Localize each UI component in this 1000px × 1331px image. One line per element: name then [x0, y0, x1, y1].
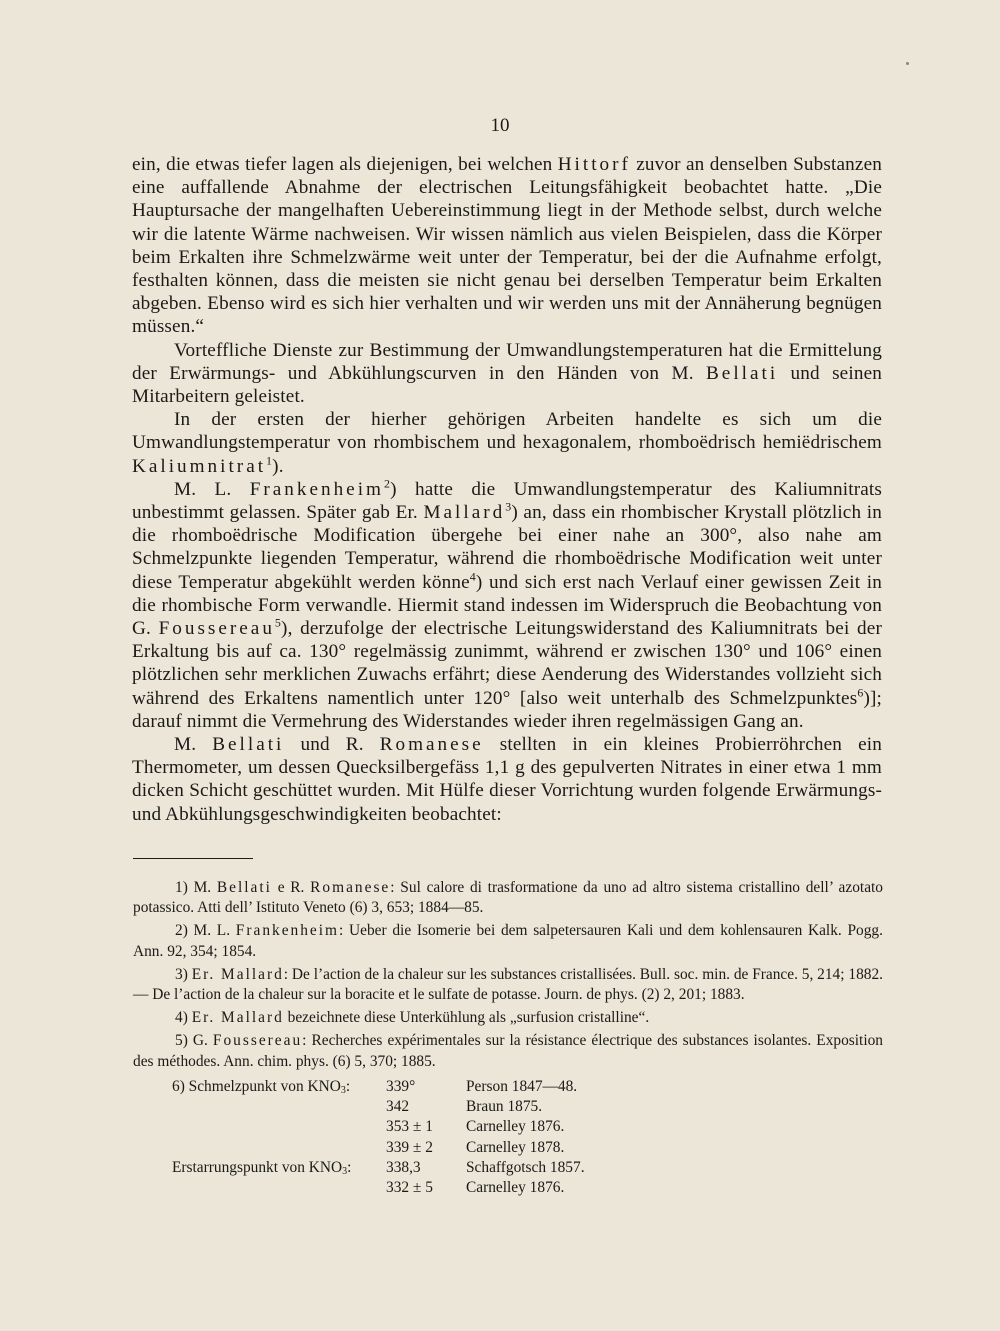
text-run: 2) M. L.: [175, 922, 231, 940]
row-source: Carnelley 1876.: [466, 1178, 565, 1196]
text-run: 4): [175, 1009, 188, 1027]
paragraph-2: [132, 339, 882, 409]
row-value: 353 ± 1: [386, 1118, 433, 1136]
paper-speck: [906, 62, 909, 65]
row-value: 332 ± 5: [386, 1178, 433, 1196]
author-name: Hittorf: [557, 154, 631, 175]
page-number: 10: [490, 115, 510, 136]
author-name: Er. Mallard: [191, 1009, 284, 1027]
paragraph-3: [132, 408, 882, 478]
text-run: ein, die etwas tiefer lagen als diejenigen, bei welchen: [132, 154, 553, 175]
table-row: [172, 1158, 692, 1178]
text-run: M. L.: [174, 478, 232, 500]
table-row: [172, 1077, 692, 1097]
footnote-marker: 6: [857, 685, 864, 700]
text-run: 1) M.: [175, 879, 212, 896]
author-name: Foussereau: [158, 618, 275, 640]
paragraph-4: [132, 478, 882, 733]
text-run: e R.: [277, 879, 305, 896]
text-run: 3): [175, 965, 188, 983]
text-run: bezeichnete diese Unterkühlung als „surfusion cristalline“.: [287, 1009, 650, 1027]
melting-point-table: [172, 1077, 692, 1198]
footnote-4: [133, 1008, 883, 1028]
footnote-2: [133, 921, 883, 961]
row-source: Person 1847—48.: [466, 1078, 578, 1095]
table-row: [172, 1178, 692, 1198]
text-run: stellten in ein kleines Probierröhrchen ein Thermometer, um dessen Quecksilbergefäss 1,1 g des gepulverten Nitrates in einer etwa 1 mm dicken Schicht geschüttet wurden. Mit Hülfe dieser Vorrichtung wurden folgende Erwärmungs- und Abkühlungsgeschwindigkeiten beobachtet:: [132, 734, 882, 825]
author-name: Bellati: [706, 362, 779, 384]
row-source: Braun 1875.: [466, 1098, 543, 1116]
text-run: M.: [174, 734, 197, 756]
row-source: Carnelley 1878.: [466, 1138, 565, 1156]
author-name: Romanese: [379, 734, 484, 756]
text-run: ) an, dass ein rhombischer Krystall plötzlich in die rhomboëdrische Modification übergehe bei einer nahe an 300°, also nahe am Schmelzpunkte liegenden Temperatur, während die rhomboëdrische Modification weit unter diese Temperatur abgekühlt werden könne: [132, 502, 882, 593]
text-run: )]; darauf nimmt die Vermehrung des Widerstandes wieder ihren regelmässigen Gang an.: [132, 687, 882, 732]
footnote-marker: 5: [274, 615, 282, 630]
row-label: 6) Schmelzpunkt von $KNO_3$:: [172, 1078, 351, 1096]
footnote-marker: 1: [266, 453, 273, 468]
footnote-marker: 4: [469, 569, 476, 584]
footnote-marker: 2: [383, 476, 391, 491]
row-value: 339°: [386, 1078, 416, 1095]
row-source: Carnelley 1876.: [466, 1118, 565, 1136]
author-name: Foussereau: [212, 1032, 303, 1050]
text-run: In der ersten der hierher gehörigen Arbeiten handelte es sich um die Umwandlungstemperatur von rhombischem und hexagonalem, rhomboëdrisch hemiëdrischem: [132, 409, 882, 454]
text-run: zuvor an denselben Substanzen eine auffallende Abnahme der electrischen Leitungsfähigkeit beobachtet hatte. „Die Hauptursache der mangelhaften Uebereinstimmung liegt in der Methode selbst, durch welche wir die latente Wärme nachweisen. Wir wissen nämlich aus vielen Beispielen, dass die Körper beim Erkalten ihre Schmelzwärme weit unter der Temperatur, bei der die Aufnahme erfolgt, festhalten können, dass die meisten sie nicht genau bei derselben Temperatur beim Erkalten abgeben. Ebenso wird es sich hier verhalten und wir werden uns mit der Annäherung begnügen müssen.“: [132, 154, 883, 338]
footnote-5: [133, 1031, 883, 1071]
text-run: ).: [272, 455, 284, 477]
text-run: ) hatte die Umwandlungstemperatur des Kaliumnitrats unbestimmt gelassen. Später gab Er.: [132, 478, 883, 524]
footnote-marker: 3: [505, 499, 512, 514]
text-run: und R.: [300, 734, 364, 756]
emphasized-term: Kaliumnitrat: [132, 455, 267, 477]
text-run: : De l’action de la chaleur sur les substances cristallisées. Bull. soc. min. de France. 5, 214; 1882. — De l’action de la chaleur sur la boracite et le sulfate de potasse. Journ. de phys. (2) 2, 201; 1883.: [133, 965, 884, 1004]
footnote-1: [133, 878, 883, 918]
text-run: : Sul calore di trasformatione da uno ad altro sistema cristallino dell’ azotato potassico. Atti dell’ Istituto Veneto (6) 3, 653; 1884—85.: [133, 879, 883, 917]
footnote-divider: [133, 858, 253, 859]
table-row: [172, 1117, 692, 1137]
row-value: 342: [386, 1098, 410, 1116]
author-name: Er. Mallard: [191, 965, 284, 983]
author-name: Mallard: [423, 502, 506, 524]
author-name: Frankenheim: [235, 922, 340, 940]
footnotes: [133, 878, 883, 1075]
text-run: : Recherches expérimentales sur la résistance électrique des substances isolantes. Exposition des méthodes. Ann. chim. phys. (6) 5, 370; 1885.: [133, 1032, 883, 1070]
paragraph-1: [132, 153, 882, 339]
text-run: ) und sich erst nach Verlauf einer gewissen Zeit in die rhombische Form verwandle. Hiermit stand indessen im Widerspruch die Beobachtung von G.: [132, 571, 882, 640]
author-name: Bellati: [216, 879, 272, 896]
row-label: Erstarrungspunkt von $KNO_3$:: [172, 1158, 352, 1177]
author-name: Bellati: [212, 734, 285, 756]
row-value: 338,3: [386, 1158, 421, 1176]
text-run: und seinen Mitarbeitern geleistet.: [132, 362, 882, 408]
table-row: [172, 1138, 692, 1158]
row-value: 339 ± 2: [386, 1138, 433, 1156]
text-run: Vorteffliche Dienste zur Bestimmung der Umwandlungstemperaturen hat die Ermittelung der Erwärmungs- und Abkühlungscurven in den Händen von M.: [132, 339, 882, 384]
table-row: [172, 1097, 692, 1117]
author-name: Frankenheim: [249, 478, 384, 500]
body-text: [132, 153, 882, 826]
text-run: ), derzufolge der electrische Leitungswiderstand des Kaliumnitrats bei der Erkaltung bis auf ca. 130° regelmässig zunimmt, während er zwischen 130° und 106° einen plötzlichen sehr merklichen Zuwachs erfährt; diese Aenderung des Widerstandes vollzieht sich während des Erkaltens namentlich unter 120° [also weit unterhalb des Schmelzpunktes: [132, 618, 882, 709]
row-source: Schaffgotsch 1857.: [466, 1158, 585, 1176]
text-run: : Ueber die Isomerie bei dem salpetersauren Kali und dem kohlensauren Kalk. Pogg. Ann. 92, 354; 1854.: [133, 922, 883, 960]
author-name: Romanese: [310, 879, 391, 896]
text-run: 5) G.: [175, 1032, 208, 1050]
footnote-3: [133, 965, 883, 1005]
paragraph-5: [132, 733, 882, 826]
